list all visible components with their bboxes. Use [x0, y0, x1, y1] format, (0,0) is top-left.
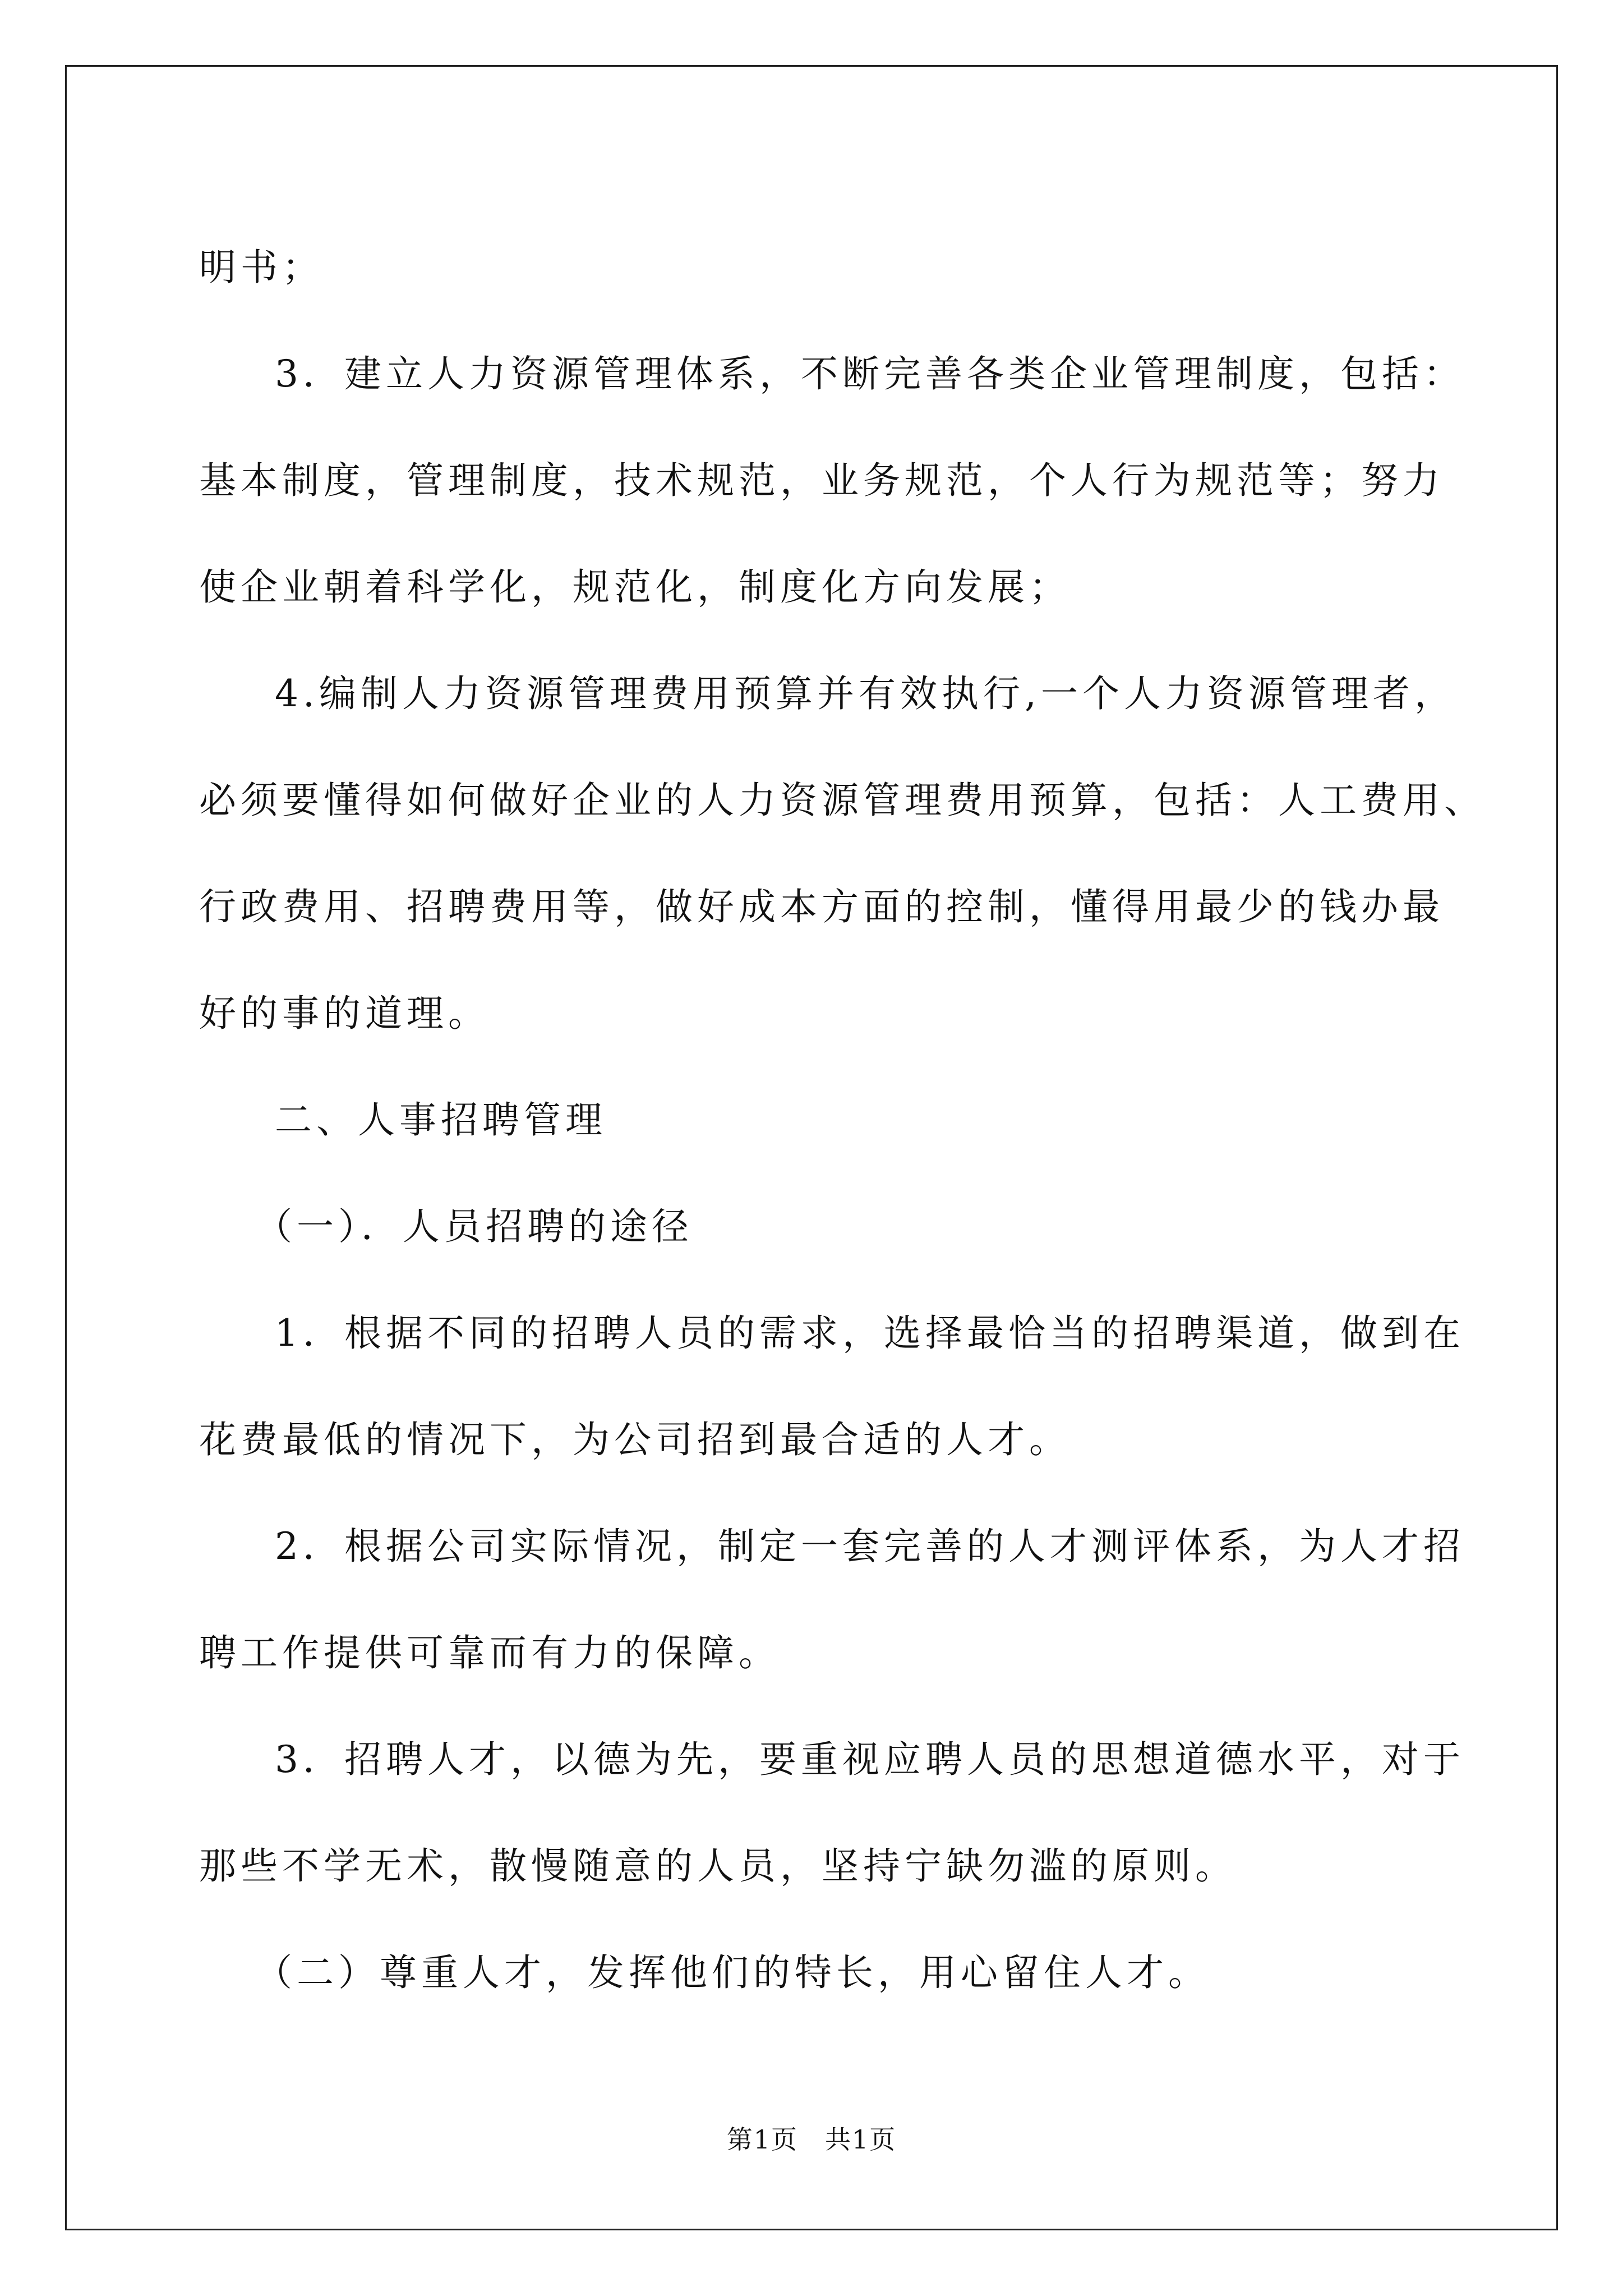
text-line: 那些不学无术，散慢随意的人员，坚持宁缺勿滥的原则。 — [199, 1844, 1237, 1888]
text-line: 2．根据公司实际情况，制定一套完善的人才测评体系，为人才招 — [275, 1525, 1465, 1568]
text-line: 聘工作提供可靠而有力的保障。 — [199, 1631, 780, 1674]
text-line: 4.编制人力资源管理费用预算并有效执行,一个人力资源管理者， — [275, 672, 1456, 715]
text-line: 明书； — [199, 246, 324, 289]
text-line: 花费最低的情况下，为公司招到最合适的人才。 — [199, 1418, 1071, 1461]
text-line: 使企业朝着科学化，规范化，制度化方向发展； — [199, 565, 1071, 609]
section-heading: 二、人事招聘管理 — [275, 1098, 607, 1142]
text-line: 好的事的道理。 — [199, 992, 490, 1035]
subsection-heading: （一）．人员招聘的途径 — [255, 1205, 693, 1248]
text-line: 3．建立人力资源管理体系，不断完善各类企业管理制度，包括： — [275, 352, 1465, 395]
text-line: 行政费用、招聘费用等，做好成本方面的控制，懂得用最少的钱办最 — [199, 885, 1444, 928]
text-line: 1．根据不同的招聘人员的需求，选择最恰当的招聘渠道，做到在 — [275, 1312, 1465, 1355]
text-line: 必须要懂得如何做好企业的人力资源管理费用预算，包括：人工费用、 — [199, 779, 1486, 822]
text-line: 3．招聘人才，以德为先，要重视应聘人员的思想道德水平，对于 — [275, 1738, 1465, 1781]
page-footer: 第1页 共1页 — [726, 2124, 897, 2155]
text-line: 基本制度，管理制度，技术规范，业务规范，个人行为规范等；努力 — [199, 459, 1444, 502]
subsection-heading: （二）尊重人才，发挥他们的特长，用心留住人才。 — [255, 1951, 1210, 1994]
